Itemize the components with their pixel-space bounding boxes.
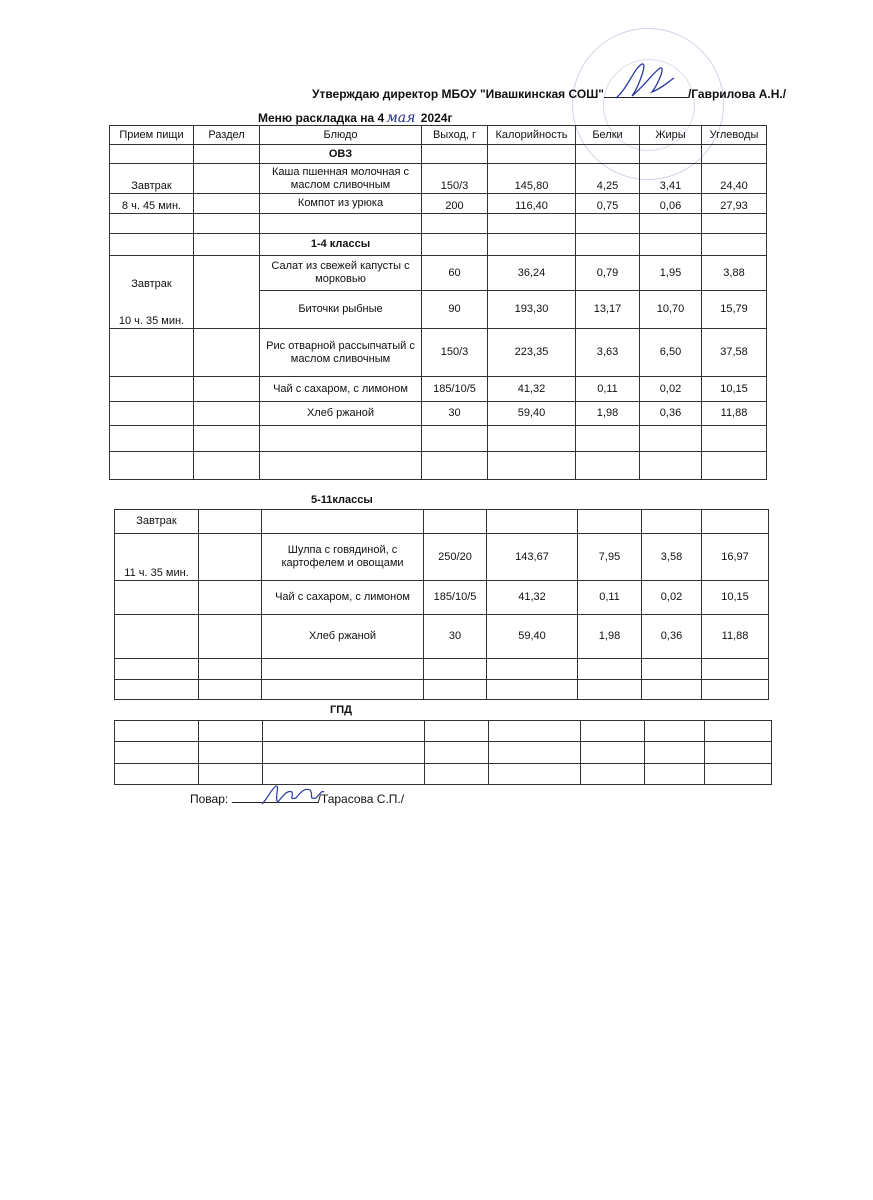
section-row-ovz [110,145,767,164]
col-protein: Белки [576,126,640,145]
dish-name: Хлеб ржаной [262,615,424,659]
menu-table-5-11 [114,509,769,700]
cook-name: /Тарасова С.П./ [317,792,405,806]
menu-title-month: мая [386,110,416,126]
meal-time: 10 ч. 35 мин. [110,291,194,329]
meal-time: 8 ч. 45 мин. [110,194,194,214]
empty-row [115,742,772,764]
dish-name: Компот из урюка [260,194,422,214]
col-meal: Прием пищи [110,126,194,145]
header-row [110,126,767,145]
approval-line [312,86,786,101]
table-row: 10 ч. 35 мин. Биточки рыбные 90 193,30 13,17 10,70 15,79 [110,291,767,329]
director-signature [608,58,678,108]
table-row: Завтрак Каша пшенная молочная с маслом сливочным 150/3 145,80 4,25 3,41 24,40 [110,164,767,194]
empty-row [110,452,767,480]
table-row: Хлеб ржаной 30 59,40 1,98 0,36 11,88 [110,402,767,426]
section-title-gpd: ГПД [330,704,352,716]
menu-table-gpd [114,720,772,785]
dish-name: Чай с сахаром, с лимоном [260,377,422,402]
approval-text: Утверждаю директор МБОУ "Ивашкинская СОШ" [312,87,604,101]
col-fat: Жиры [640,126,702,145]
approval-name: /Гаврилова А.Н./ [687,87,787,101]
table-row: 8 ч. 45 мин. Компот из урюка 200 116,40 0,75 0,06 27,93 [110,194,767,214]
dish-name: Хлеб ржаной [260,402,422,426]
dish-name: Шулпа с говядиной, с картофелем и овощами [262,534,424,581]
cook-signature [258,780,328,810]
meal-label: Завтрак [115,510,199,534]
table-row: Хлеб ржаной 30 59,40 1,98 0,36 11,88 [115,615,769,659]
cook-label: Повар: [190,792,229,806]
table-row: Чай с сахаром, с лимоном 185/10/5 41,32 0,11 0,02 10,15 [115,581,769,615]
empty-row [115,680,769,700]
dish-name: Рис отварной рассыпчатый с маслом сливочным [260,329,422,377]
empty-row [110,426,767,452]
table-row [115,510,769,534]
section-row-1-4 [110,234,767,256]
col-kcal: Калорийность [488,126,576,145]
col-section: Раздел [194,126,260,145]
section-title-1-4: 1-4 классы [260,234,422,256]
meal-label: Завтрак [110,256,194,291]
empty-row [110,214,767,234]
empty-row [115,764,772,785]
meal-time: 11 ч. 35 мин. [115,534,199,581]
col-dish: Блюдо [260,126,422,145]
dish-name: Биточки рыбные [260,291,422,329]
section-title-5-11: 5-11классы [311,494,373,506]
table-row: 11 ч. 35 мин. Шулпа с говядиной, с картофелем и овощами 250/20 143,67 7,95 3,58 16,97 [115,534,769,581]
dish-name: Салат из свежей капусты с морковью [260,256,422,291]
section-title-ovz: ОВЗ [260,145,422,164]
dish-name: Чай с сахаром, с лимоном [262,581,424,615]
col-carbs: Углеводы [702,126,767,145]
table-row: Чай с сахаром, с лимоном 185/10/5 41,32 0,11 0,02 10,15 [110,377,767,402]
empty-row [115,659,769,680]
menu-title: Меню раскладка на 4 мая 2024г [258,110,453,126]
col-yield: Выход, г [422,126,488,145]
empty-row [115,721,772,742]
dish-name: Каша пшенная молочная с маслом сливочным [260,164,422,194]
table-row: Завтрак Салат из свежей капусты с морковью 60 36,24 0,79 1,95 3,88 [110,256,767,291]
meal-label: Завтрак [110,164,194,194]
menu-table-main [109,125,767,480]
table-row: Рис отварной рассыпчатый с маслом сливочным 150/3 223,35 3,63 6,50 37,58 [110,329,767,377]
